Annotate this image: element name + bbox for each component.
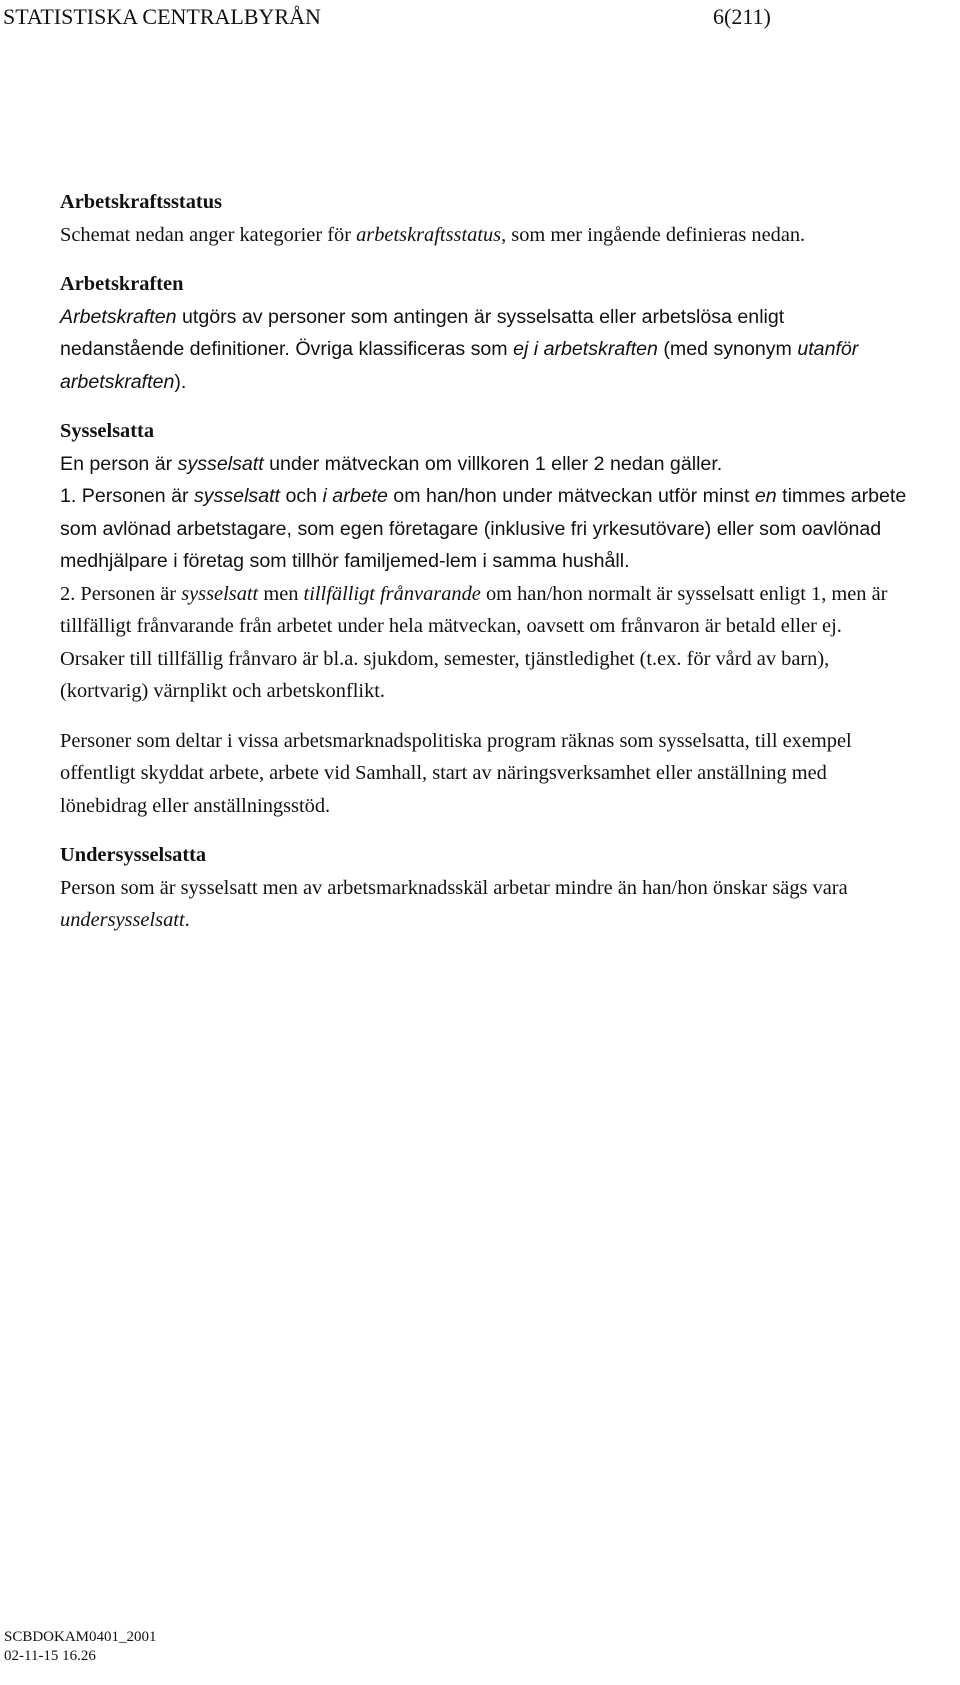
paragraph-undersysselsatta xyxy=(60,872,910,937)
text-run: timmes arbete som avlönad arbetstagare, som egen företagare (inklusive fri yrkesutövare) eller som oavlönad medhjälpare i företag som tillhör familjemed-lem i samma hushåll. xyxy=(60,485,907,572)
text-run: , som mer ingående definieras nedan. xyxy=(501,223,806,246)
paragraph-programs: Personer som deltar i vissa arbetsmarknadspolitiska program räknas som sysselsatta, till exempel offentligt skyddat arbete, arbete vid Samhall, start av näringsverksamhet eller anställning med lönebidrag eller anställningsstöd. xyxy=(60,729,852,817)
text-run: . xyxy=(184,909,190,931)
heading-arbetskraftsstatus: Arbetskraftsstatus xyxy=(60,191,222,213)
heading-undersysselsatta: Undersysselsatta xyxy=(60,844,207,866)
document-body xyxy=(60,186,910,954)
text-run: 2. Personen är xyxy=(60,582,182,605)
paragraph-sysselsatta-intro xyxy=(60,448,910,481)
page-number: 6(211) xyxy=(713,4,771,29)
emphasis-term: sysselsatt xyxy=(181,582,259,605)
text-run: och xyxy=(280,485,323,507)
paragraph-arbetskraftsstatus xyxy=(60,219,910,252)
agency-name: STATISTISKA CENTRALBYRÅN xyxy=(3,4,321,29)
emphasis-term: undersysselsatt xyxy=(60,909,185,931)
emphasis-term: utanför arbetskraften xyxy=(60,338,859,393)
section-sysselsatta xyxy=(60,415,910,708)
page-footer xyxy=(4,1628,157,1666)
heading-arbetskraften: Arbetskraften xyxy=(60,273,184,295)
emphasis-term: sysselsatt xyxy=(177,452,264,475)
section-arbetskraften xyxy=(60,268,910,398)
emphasis-term: i arbete xyxy=(322,485,388,507)
text-run: 1. Personen är xyxy=(60,485,194,507)
text-run: men xyxy=(258,582,304,605)
emphasis-term: arbetskraftsstatus xyxy=(356,223,502,246)
text-run: ). xyxy=(174,370,187,393)
section-undersysselsatta xyxy=(60,839,910,937)
section-programs xyxy=(60,725,910,823)
text-run: En person är xyxy=(60,452,178,475)
text-run: (med synonym xyxy=(657,338,798,360)
paragraph-arbetskraften xyxy=(60,301,910,399)
heading-sysselsatta: Sysselsatta xyxy=(60,420,155,442)
text-run: Schemat nedan anger kategorier för xyxy=(60,223,357,246)
emphasis-term: en xyxy=(754,485,777,507)
list-item-1 xyxy=(60,480,910,578)
text-run: om han/hon normalt är sysselsatt enligt 1, men är tillfälligt frånvarande från arbetet under hela mätveckan, oavsett om frånvaron är betald eller ej. Orsaker till tillfällig frånvaro är bl.a. sjukdom, semester, tjänstledighet (t.ex. för vård av barn), (kortvarig) värnplikt och arbetskonflikt. xyxy=(60,582,888,702)
emphasis-term: Arbetskraften xyxy=(60,305,177,328)
text-run: om han/hon under mätveckan utför minst xyxy=(387,485,755,507)
emphasis-term: tillfälligt frånvarande xyxy=(303,582,481,605)
text-run: utgörs av personer som antingen är sysselsatta eller arbetslösa enligt nedanstående definitioner. Övriga klassificeras som xyxy=(60,305,785,360)
emphasis-term: sysselsatt xyxy=(193,485,281,507)
list-item-2 xyxy=(60,578,910,708)
section-arbetskraftsstatus xyxy=(60,186,910,251)
print-timestamp: 02-11-15 16.26 xyxy=(4,1648,96,1664)
text-run: under mätveckan om villkoren 1 eller 2 nedan gäller. xyxy=(263,452,723,475)
document-id: SCBDOKAM0401_2001 xyxy=(4,1629,157,1645)
emphasis-term: ej i arbetskraften xyxy=(513,338,658,360)
text-run: Person som är sysselsatt men av arbetsmarknadsskäl arbetar mindre än han/hon önskar sägs vara xyxy=(60,876,848,899)
